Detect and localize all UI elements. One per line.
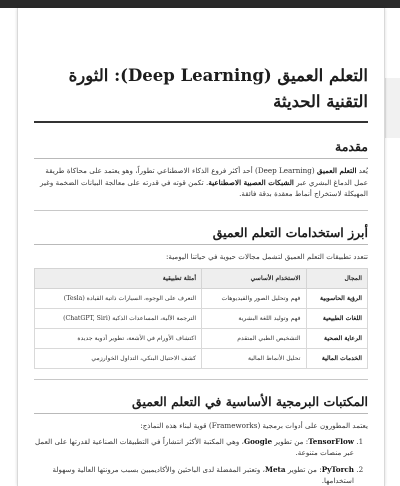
table-cell: اكتشاف الأورام في الأشعة، تطوير أدوية جديدة [35, 329, 202, 349]
uses-table [34, 268, 368, 369]
side-panel-tab[interactable] [385, 78, 400, 138]
uses-heading: أبرز استخدامات التعلم العميق [212, 224, 368, 240]
lib-company: Meta [265, 464, 286, 474]
window-top-bar [0, 0, 400, 8]
lib-name: TensorFlow [308, 436, 354, 446]
table-header-row [35, 269, 368, 289]
intro-paragraph [34, 165, 368, 200]
list-item [34, 464, 354, 486]
section-divider [34, 379, 368, 380]
table-header-field: المجال [306, 269, 367, 289]
table-cell: فهم وتحليل الصور والفيديوهات [202, 289, 306, 309]
table-cell: الترجمة الآلية، المساعدات الذكية (ChatGPT, Siri) [35, 309, 202, 329]
intro-text-1: يُعد [358, 166, 368, 175]
table-row [35, 329, 368, 349]
libs-heading: المكتبات البرمجية الأساسية في التعلم العميق [132, 394, 368, 409]
table-cell: الرعاية الصحية [306, 329, 367, 349]
table-row [35, 349, 368, 369]
table-cell: التشخيص الطبي المتقدم [202, 329, 306, 349]
libs-heading-rule [34, 413, 368, 414]
table-cell: التعرف على الوجوه، السيارات ذاتية القيادة (Tesla) [35, 289, 202, 309]
list-item [34, 436, 354, 459]
table-cell: الخدمات المالية [306, 349, 367, 369]
intro-text-2: (Deep Learning) أحد أكثر فروع الذكاء الاصطناعي تطوراً، وهو يعتمد على محاكاة طريقة عمل الدماغ البشري عبر [45, 166, 368, 187]
table-cell: كشف الاحتيال البنكي، التداول الخوارزمي [35, 349, 202, 369]
table-cell: اللغات الطبيعية [306, 309, 367, 329]
intro-bold-networks: الشبكات العصبية الاصطناعية [208, 177, 294, 187]
uses-lead: تتعدد تطبيقات التعلم العميق لتشمل مجالات حيوية في حياتنا اليومية: [165, 251, 368, 261]
intro-bold-term: التعلم العميق [316, 166, 357, 175]
section-divider [34, 210, 368, 211]
lib-name: PyTorch [321, 464, 354, 474]
table-header-examples: أمثلة تطبيقية [35, 269, 202, 289]
document-page [17, 8, 385, 486]
document-title: التعلم العميق (Deep Learning): الثورة التقنية الحديثة [68, 66, 368, 111]
lib-text: ، وهي المكتبة الأكثر انتشاراً في التطبيقات الصناعية لقدرتها على العمل عبر منصات متنوعة. [34, 436, 354, 457]
libs-list [34, 436, 368, 486]
lib-text: : من تطوير [287, 464, 322, 474]
table-row [35, 309, 368, 329]
document-content [34, 63, 368, 486]
uses-heading-rule [34, 244, 368, 245]
table-row [35, 289, 368, 309]
table-cell: الرؤية الحاسوبية [306, 289, 367, 309]
lib-company: Google [243, 436, 273, 446]
lib-text: : من تطوير [274, 436, 309, 446]
intro-text-3: . تكمن قوته في قدرته على معالجة البيانات الضخمة وغير المهيكلة لاستخراج أنماط معقدة بدقة فائقة. [39, 177, 368, 198]
intro-heading: مقدمة [335, 139, 368, 154]
title-divider [34, 121, 368, 123]
intro-heading-rule [34, 158, 368, 159]
libs-lead: يعتمد المطورون على أدوات برمجية (Frameworks) قوية لبناء هذه النماذج: [140, 421, 368, 430]
lib-text: ، وتعتبر المفضلة لدى الباحثين والأكاديميين بسبب مرونتها العالية وسهولة استخدامها. [52, 464, 354, 485]
table-cell: فهم وتوليد اللغة البشرية [202, 309, 306, 329]
table-header-usage: الاستخدام الأساسي [202, 269, 306, 289]
table-cell: تحليل الأنماط المالية [202, 349, 306, 369]
